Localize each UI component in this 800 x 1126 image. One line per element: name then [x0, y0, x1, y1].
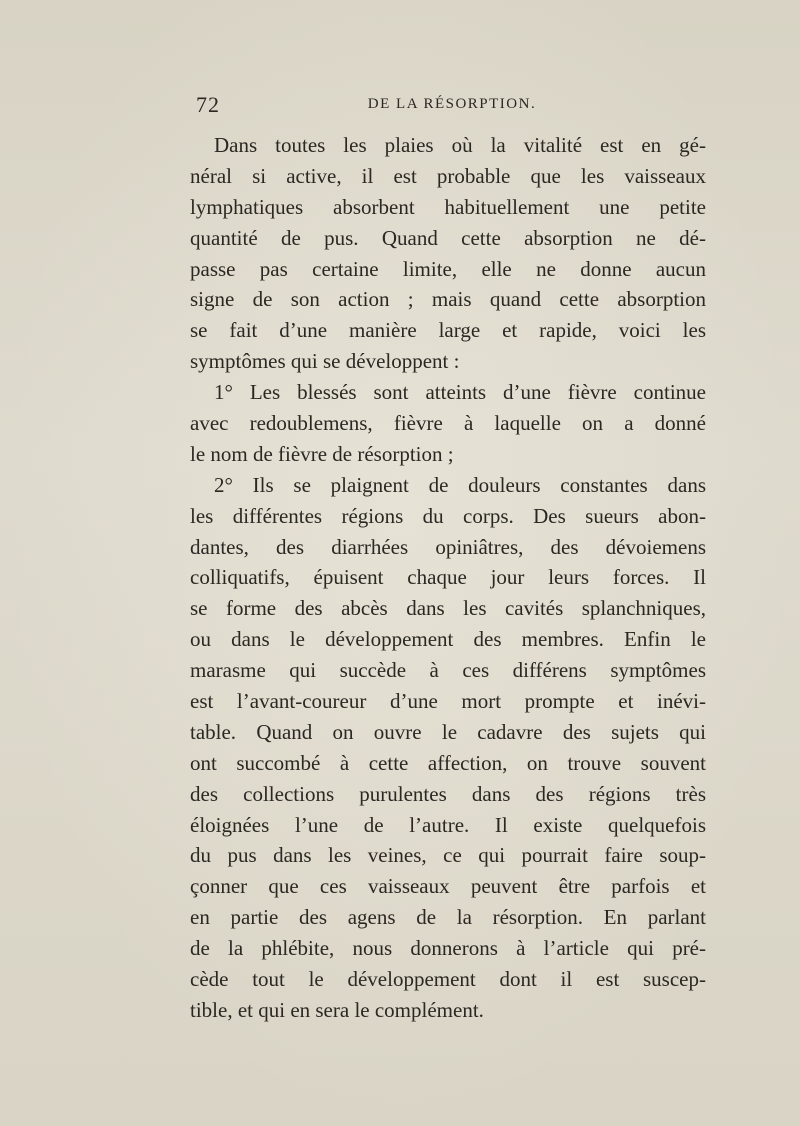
body-text — [190, 130, 706, 1026]
text-line: se forme des abcès dans les cavités splanchniques, — [190, 596, 706, 621]
text-line: colliquatifs, épuisent chaque jour leurs forces. Il — [190, 565, 706, 590]
text-line: symptômes qui se développent : — [190, 349, 460, 374]
text-line: çonner que ces vaisseaux peuvent être parfois et — [190, 874, 706, 899]
text-line: passe pas certaine limite, elle ne donne aucun — [190, 256, 706, 281]
text-line: Dans toutes les plaies où la vitalité est en gé- — [214, 133, 706, 157]
text-line: ont succombé à cette affection, on trouve souvent — [190, 750, 706, 775]
text-line: du pus dans les veines, ce qui pourrait faire soup- — [190, 843, 706, 868]
text-line: signe de son action ; mais quand cette absorption — [190, 287, 706, 312]
page-header — [196, 92, 708, 120]
running-title: DE LA RÉSORPTION. — [367, 96, 537, 112]
text-line: marasme qui succède à ces différens symptômes — [190, 658, 706, 683]
page-number: 72 — [196, 92, 220, 117]
text-line: le nom de fièvre de résorption ; — [190, 441, 454, 466]
text-line: cède tout le développement dont il est suscep- — [190, 967, 706, 992]
text-line: 2° Ils se plaignent de douleurs constantes dans — [214, 472, 706, 497]
text-line: de la phlébite, nous donnerons à l’article qui pré- — [190, 936, 706, 961]
text-line: lymphatiques absorbent habituellement une petite — [190, 194, 706, 219]
text-line: tible, et qui en sera le complément. — [190, 997, 484, 1022]
text-line: avec redoublemens, fièvre à laquelle on a donné — [190, 411, 706, 436]
text-line: 1° Les blessés sont atteints d’une fièvre continue — [214, 380, 706, 405]
text-line: dantes, des diarrhées opiniâtres, des dévoiemens — [190, 534, 706, 559]
text-line: les différentes régions du corps. Des sueurs abon- — [190, 503, 706, 528]
text-line: table. Quand on ouvre le cadavre des sujets qui — [190, 719, 706, 744]
text-line: ou dans le développement des membres. Enfin le — [190, 627, 706, 652]
text-line: se fait d’une manière large et rapide, voici les — [190, 318, 706, 343]
text-line: éloignées l’une de l’autre. Il existe quelquefois — [190, 812, 706, 837]
text-line: néral si active, il est probable que les vaisseaux — [190, 163, 706, 188]
text-line: en partie des agens de la résorption. En parlant — [190, 905, 706, 930]
text-line: quantité de pus. Quand cette absorption ne dé- — [190, 225, 706, 250]
text-line: des collections purulentes dans des régions très — [190, 781, 706, 806]
text-line: est l’avant-coureur d’une mort prompte et inévi- — [190, 689, 706, 714]
